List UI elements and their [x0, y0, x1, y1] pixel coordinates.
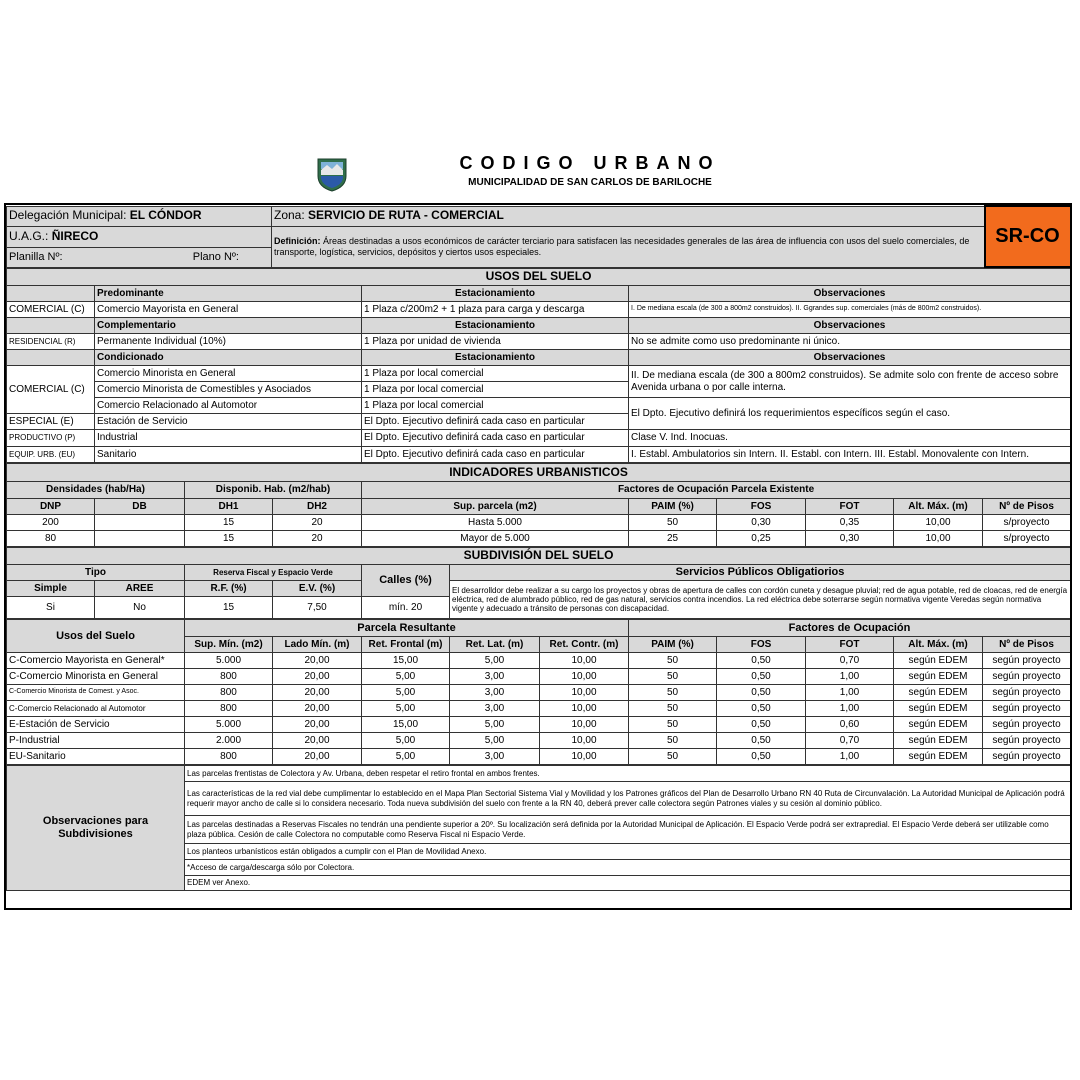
table-cell: 3,00 [450, 701, 540, 717]
table-cell: 15 [185, 515, 273, 531]
observaciones-table [6, 765, 1071, 891]
table-cell: 5,00 [450, 717, 540, 733]
servicios-text: El desarrolldor debe realizar a su cargo los proyectos y obras de apertura de calles con cordón cuneta y desague pluvial; red de agua potable, red de cloacas, red de energía eléctrica, red de alumbrado público, red de gas natural, servicios contra incendios. La red eléctrica debe soterrarse según normativa vigente Veredas según normativa vigente y adecuado a tránsito de personas con discapacidad. [450, 581, 1071, 619]
factores-existente-header: Factores de Ocupación Parcela Existente [362, 482, 1071, 499]
table-cell: 15 [185, 531, 273, 547]
observation-item: Las características de la red vial debe cumplimentar lo establecido en el Mapa Plan Sectorial Sistema Vial y Movilidad y los Patrones gráficos del Plan de Desarrollo Urbano RN 40 Ruta de Circunvalación. La Autoridad Municipal de Aplicación podrá requerir mayor ancho de calle si lo considera necesario. Toda nueva subdivisión del suelo con frente a la RN 40, deberá prever calle colectora según Patrones viales y su cesión al dominio público. [185, 782, 1071, 816]
table-cell: 20 [273, 531, 362, 547]
definicion-text: Áreas destinadas a usos económicos de carácter terciario para satisfacen las necesidades generales de las área de influencia con usos del suelo comerciales, de transporte, logística, servicios, depósitos y ciertos usos especiales. [274, 236, 970, 257]
parcela-rows [7, 653, 1071, 765]
table-cell: Mayor de 5.000 [362, 531, 629, 547]
complementario-label: Complementario [95, 318, 362, 334]
table-cell: 80 [7, 531, 95, 547]
table-cell: 10,00 [540, 685, 629, 701]
indicadores-table [6, 463, 1071, 547]
table-cell: 0,50 [717, 733, 806, 749]
table-cell: según proyecto [983, 717, 1071, 733]
table-cell: 1,00 [806, 669, 894, 685]
table-cell: 200 [7, 515, 95, 531]
table-cell: según EDEM [894, 653, 983, 669]
table-cell: 10,00 [540, 749, 629, 765]
table-row [7, 653, 1071, 669]
table-row [7, 515, 1071, 531]
col-header: DNP [7, 499, 95, 515]
delegacion-cell [7, 206, 272, 226]
use-cell: Comercio Mayorista en General [95, 302, 362, 318]
table-cell: según proyecto [983, 669, 1071, 685]
table-cell: 5,00 [362, 685, 450, 701]
zone-header [6, 205, 1072, 268]
col-header: Ret. Frontal (m) [362, 637, 450, 653]
table-cell: 20 [273, 515, 362, 531]
observation-cell: No se admite como uso predominante ni único. [629, 334, 1071, 350]
table-cell: C-Comercio Relacionado al Automotor [7, 701, 185, 717]
col-header: FOS [717, 499, 806, 515]
table-cell: según proyecto [983, 685, 1071, 701]
table-cell: 50 [629, 669, 717, 685]
planilla-label: Planilla Nº: [9, 250, 63, 263]
page-title: CODIGO URBANO [459, 153, 721, 173]
densidades-header: Densidades (hab/Ha) [7, 482, 185, 499]
table-cell: 50 [629, 717, 717, 733]
estacionamiento-header: Estacionamiento [362, 350, 629, 366]
table-cell: 800 [185, 701, 273, 717]
col-header: R.F. (%) [185, 581, 273, 597]
parking-cell: El Dpto. Ejecutivo definirá cada caso en particular [362, 447, 629, 463]
zona-label: Zona: [274, 208, 305, 223]
table-cell: 0,60 [806, 717, 894, 733]
parking-cell: 1 Plaza por local comercial [362, 382, 629, 398]
table-cell: s/proyecto [983, 515, 1071, 531]
table-cell: 3,00 [450, 749, 540, 765]
tipo-header: Tipo [7, 565, 185, 581]
table-cell: 1,00 [806, 701, 894, 717]
table-cell: 1,00 [806, 749, 894, 765]
estacionamiento-header: Estacionamiento [362, 318, 629, 334]
zone-sheet [4, 203, 1072, 910]
table-cell: EU-Sanitario [7, 749, 185, 765]
table-cell: 0,30 [806, 531, 894, 547]
parking-cell: El Dpto. Ejecutivo definirá cada caso en particular [362, 414, 629, 430]
table-cell: 10,00 [540, 701, 629, 717]
parking-cell: 1 Plaza por unidad de vivienda [362, 334, 629, 350]
usos-header: Usos del Suelo [7, 620, 185, 653]
observation-cell: El Dpto. Ejecutivo definirá los requerimientos específicos según el caso. [629, 398, 1071, 430]
table-cell: según EDEM [894, 685, 983, 701]
table-cell: 50 [629, 701, 717, 717]
table-row [7, 733, 1071, 749]
col-header: E.V. (%) [273, 581, 362, 597]
parking-cell: 1 Plaza por local comercial [362, 398, 629, 414]
table-row [7, 701, 1071, 717]
observation-item: Los planteos urbanísticos están obligados a cumplir con el Plan de Movilidad Anexo. [185, 844, 1071, 860]
observation-cell: II. De mediana escala (de 300 a 800m2 construidos). Se admite solo con frente de acceso sobre Avenida urbana o por calle interna. [629, 366, 1071, 398]
disponibilidad-header: Disponib. Hab. (m2/hab) [185, 482, 362, 499]
table-row [7, 717, 1071, 733]
factores-ocupacion-header: Factores de Ocupación [629, 620, 1071, 637]
col-header: Lado Mín. (m) [273, 637, 362, 653]
table-cell: 20,00 [273, 701, 362, 717]
observation-item: *Acceso de carga/descarga sólo por Colectora. [185, 860, 1071, 876]
use-cell: Permanente Individual (10%) [95, 334, 362, 350]
zone-code-badge: SR-CO [985, 206, 1071, 267]
table-cell: 10,00 [894, 515, 983, 531]
table-cell: 0,35 [806, 515, 894, 531]
parking-cell: El Dpto. Ejecutivo definirá cada caso en particular [362, 430, 629, 447]
category-cell: COMERCIAL (C) [7, 366, 95, 414]
table-cell: 20,00 [273, 717, 362, 733]
observation-cell: I. De mediana escala (de 300 a 800m2 construidos). II. Ggrandes sup. comerciales (más de 800m2 construidos). [629, 302, 1071, 318]
table-cell: según EDEM [894, 669, 983, 685]
table-cell: 10,00 [540, 733, 629, 749]
table-cell: C-Comercio Minorista en General [7, 669, 185, 685]
table-cell: 25 [629, 531, 717, 547]
table-cell: 0,25 [717, 531, 806, 547]
indicadores-title: INDICADORES URBANISTICOS [7, 464, 1071, 482]
table-cell: 5,00 [450, 653, 540, 669]
table-cell: 20,00 [273, 733, 362, 749]
col-header: Simple [7, 581, 95, 597]
table-cell: según EDEM [894, 733, 983, 749]
table-cell: 5,00 [362, 733, 450, 749]
planilla-cell [7, 247, 272, 267]
col-header: Ret. Lat. (m) [450, 637, 540, 653]
table-cell: 5,00 [362, 669, 450, 685]
subdivision-title: SUBDIVISIÓN DEL SUELO [7, 548, 1071, 565]
observaciones-label: Observaciones para Subdivisiones [7, 766, 185, 891]
table-cell: 0,50 [717, 749, 806, 765]
predominante-label: Predominante [95, 286, 362, 302]
table-cell: 5.000 [185, 717, 273, 733]
table-cell: según proyecto [983, 749, 1071, 765]
table-cell: 800 [185, 749, 273, 765]
use-cell: Comercio Minorista de Comestibles y Asociados [95, 382, 362, 398]
table-cell: mín. 20 [362, 597, 450, 619]
table-cell [95, 515, 185, 531]
parking-cell: 1 Plaza c/200m2 + 1 plaza para carga y descarga [362, 302, 629, 318]
table-cell: 10,00 [540, 669, 629, 685]
table-cell: según EDEM [894, 701, 983, 717]
uag-cell [7, 226, 272, 247]
col-header: DB [95, 499, 185, 515]
parking-cell: 1 Plaza por local comercial [362, 366, 629, 382]
col-header: Alt. Máx. (m) [894, 637, 983, 653]
table-cell: 15 [185, 597, 273, 619]
table-cell: 10,00 [894, 531, 983, 547]
table-cell: 0,50 [717, 717, 806, 733]
table-cell: 0,50 [717, 669, 806, 685]
table-cell: 50 [629, 749, 717, 765]
table-row [7, 531, 1071, 547]
table-cell: 20,00 [273, 749, 362, 765]
col-header: FOT [806, 499, 894, 515]
table-cell: E-Estación de Servicio [7, 717, 185, 733]
table-cell: 0,70 [806, 653, 894, 669]
table-cell: 800 [185, 685, 273, 701]
category-cell: RESIDENCIAL (R) [7, 334, 95, 350]
col-header: Sup. Mín. (m2) [185, 637, 273, 653]
table-cell: según proyecto [983, 701, 1071, 717]
plano-label: Plano Nº: [192, 250, 239, 263]
col-header: Nº de Pisos [983, 637, 1071, 653]
table-cell: No [95, 597, 185, 619]
zona-value: SERVICIO DE RUTA - COMERCIAL [308, 208, 504, 223]
col-header: FOT [806, 637, 894, 653]
table-cell: 10,00 [540, 653, 629, 669]
table-cell: Hasta 5.000 [362, 515, 629, 531]
observation-item: EDEM ver Anexo. [185, 876, 1071, 891]
col-header: Alt. Máx. (m) [894, 499, 983, 515]
observaciones-header: Observaciones [629, 318, 1071, 334]
table-cell: 15,00 [362, 653, 450, 669]
table-cell: 0,50 [717, 685, 806, 701]
table-cell: P-Industrial [7, 733, 185, 749]
table-cell: 20,00 [273, 685, 362, 701]
category-cell: ESPECIAL (E) [7, 414, 95, 430]
reserva-header: Reserva Fiscal y Espacio Verde [185, 565, 362, 581]
category-cell: PRODUCTIVO (P) [7, 430, 95, 447]
table-cell: 50 [629, 653, 717, 669]
uag-value: ÑIRECO [51, 228, 99, 243]
use-cell: Sanitario [95, 447, 362, 463]
observation-item: Las parcelas frentistas de Colectora y Av. Urbana, deben respetar el retiro frontal en ambos frentes. [185, 766, 1071, 782]
table-cell: 50 [629, 685, 717, 701]
condicionado-label: Condicionado [95, 350, 362, 366]
table-cell: 3,00 [450, 685, 540, 701]
observation-item: Las parcelas destinadas a Reservas Fiscales no tendrán una pendiente superior a 20º. Su localización será definida por la Autoridad Municipal de Aplicación. El Espacio Verde podrá ser extrapredial. El Espacio Verde deberá ser utilizable como plaza pública. Cesión de calle Colectora no computable como Reserva Fiscal ni Espacio Verde. [185, 816, 1071, 844]
col-header: Sup. parcela (m2) [362, 499, 629, 515]
definicion-label: Definición: [274, 236, 321, 247]
col-header: DH2 [273, 499, 362, 515]
col-header: Nº de Pisos [983, 499, 1071, 515]
table-cell: 50 [629, 733, 717, 749]
calles-header: Calles (%) [362, 565, 450, 597]
servicios-header: Servicios Públicos Obligatiorios [450, 565, 1071, 581]
parcela-table [6, 619, 1071, 765]
observaciones-header: Observaciones [629, 350, 1071, 366]
table-cell: 0,30 [717, 515, 806, 531]
delegacion-value: EL CÓNDOR [129, 208, 202, 223]
table-row [7, 669, 1071, 685]
uag-label: U.A.G.: [9, 228, 49, 243]
table-cell: 2.000 [185, 733, 273, 749]
table-cell: s/proyecto [983, 531, 1071, 547]
usos-table [6, 268, 1071, 463]
table-cell: según proyecto [983, 653, 1071, 669]
table-cell: 15,00 [362, 717, 450, 733]
table-cell: 5.000 [185, 653, 273, 669]
col-header: PAIM (%) [629, 637, 717, 653]
table-cell [95, 531, 185, 547]
subdivision-table [6, 547, 1071, 619]
table-cell: 5,00 [450, 733, 540, 749]
table-cell: según EDEM [894, 717, 983, 733]
category-cell: EQUIP. URB. (EU) [7, 447, 95, 463]
page-subtitle: MUNICIPALIDAD DE SAN CARLOS DE BARILOCHE [468, 177, 712, 188]
col-header: FOS [717, 637, 806, 653]
delegacion-label: Delegación Municipal: [9, 208, 127, 223]
table-cell: 7,50 [273, 597, 362, 619]
col-header: AREE [95, 581, 185, 597]
table-cell: 20,00 [273, 653, 362, 669]
col-header: DH1 [185, 499, 273, 515]
use-cell: Comercio Minorista en General [95, 366, 362, 382]
table-cell: 0,50 [717, 653, 806, 669]
table-cell: 0,50 [717, 701, 806, 717]
use-cell: Industrial [95, 430, 362, 447]
use-cell: Comercio Relacionado al Automotor [95, 398, 362, 414]
table-cell: Si [7, 597, 95, 619]
table-cell: C-Comercio Minorista de Comest. y Asoc. [7, 685, 185, 701]
table-row [7, 685, 1071, 701]
usos-title: USOS DEL SUELO [7, 269, 1071, 286]
col-header: PAIM (%) [629, 499, 717, 515]
observaciones-header: Observaciones [629, 286, 1071, 302]
table-cell: 5,00 [362, 749, 450, 765]
definicion-cell [272, 226, 985, 267]
table-cell: 3,00 [450, 669, 540, 685]
parcela-resultante-header: Parcela Resultante [185, 620, 629, 637]
table-cell: según proyecto [983, 733, 1071, 749]
table-cell: 20,00 [273, 669, 362, 685]
table-cell: 0,70 [806, 733, 894, 749]
table-cell: 800 [185, 669, 273, 685]
table-cell: 50 [629, 515, 717, 531]
col-header: Ret. Contr. (m) [540, 637, 629, 653]
table-cell: 10,00 [540, 717, 629, 733]
table-cell: 5,00 [362, 701, 450, 717]
category-cell: COMERCIAL (C) [7, 302, 95, 318]
use-cell: Estación de Servicio [95, 414, 362, 430]
table-cell: C-Comercio Mayorista en General* [7, 653, 185, 669]
observation-cell: Clase V. Ind. Inocuas. [629, 430, 1071, 447]
table-cell: según EDEM [894, 749, 983, 765]
observation-cell: I. Establ. Ambulatorios sin Intern. II. Establ. con Intern. III. Establ. Monovalente con Intern. [629, 447, 1071, 463]
table-cell: 1,00 [806, 685, 894, 701]
estacionamiento-header: Estacionamiento [362, 286, 629, 302]
table-row [7, 749, 1071, 765]
zona-cell [272, 206, 985, 226]
